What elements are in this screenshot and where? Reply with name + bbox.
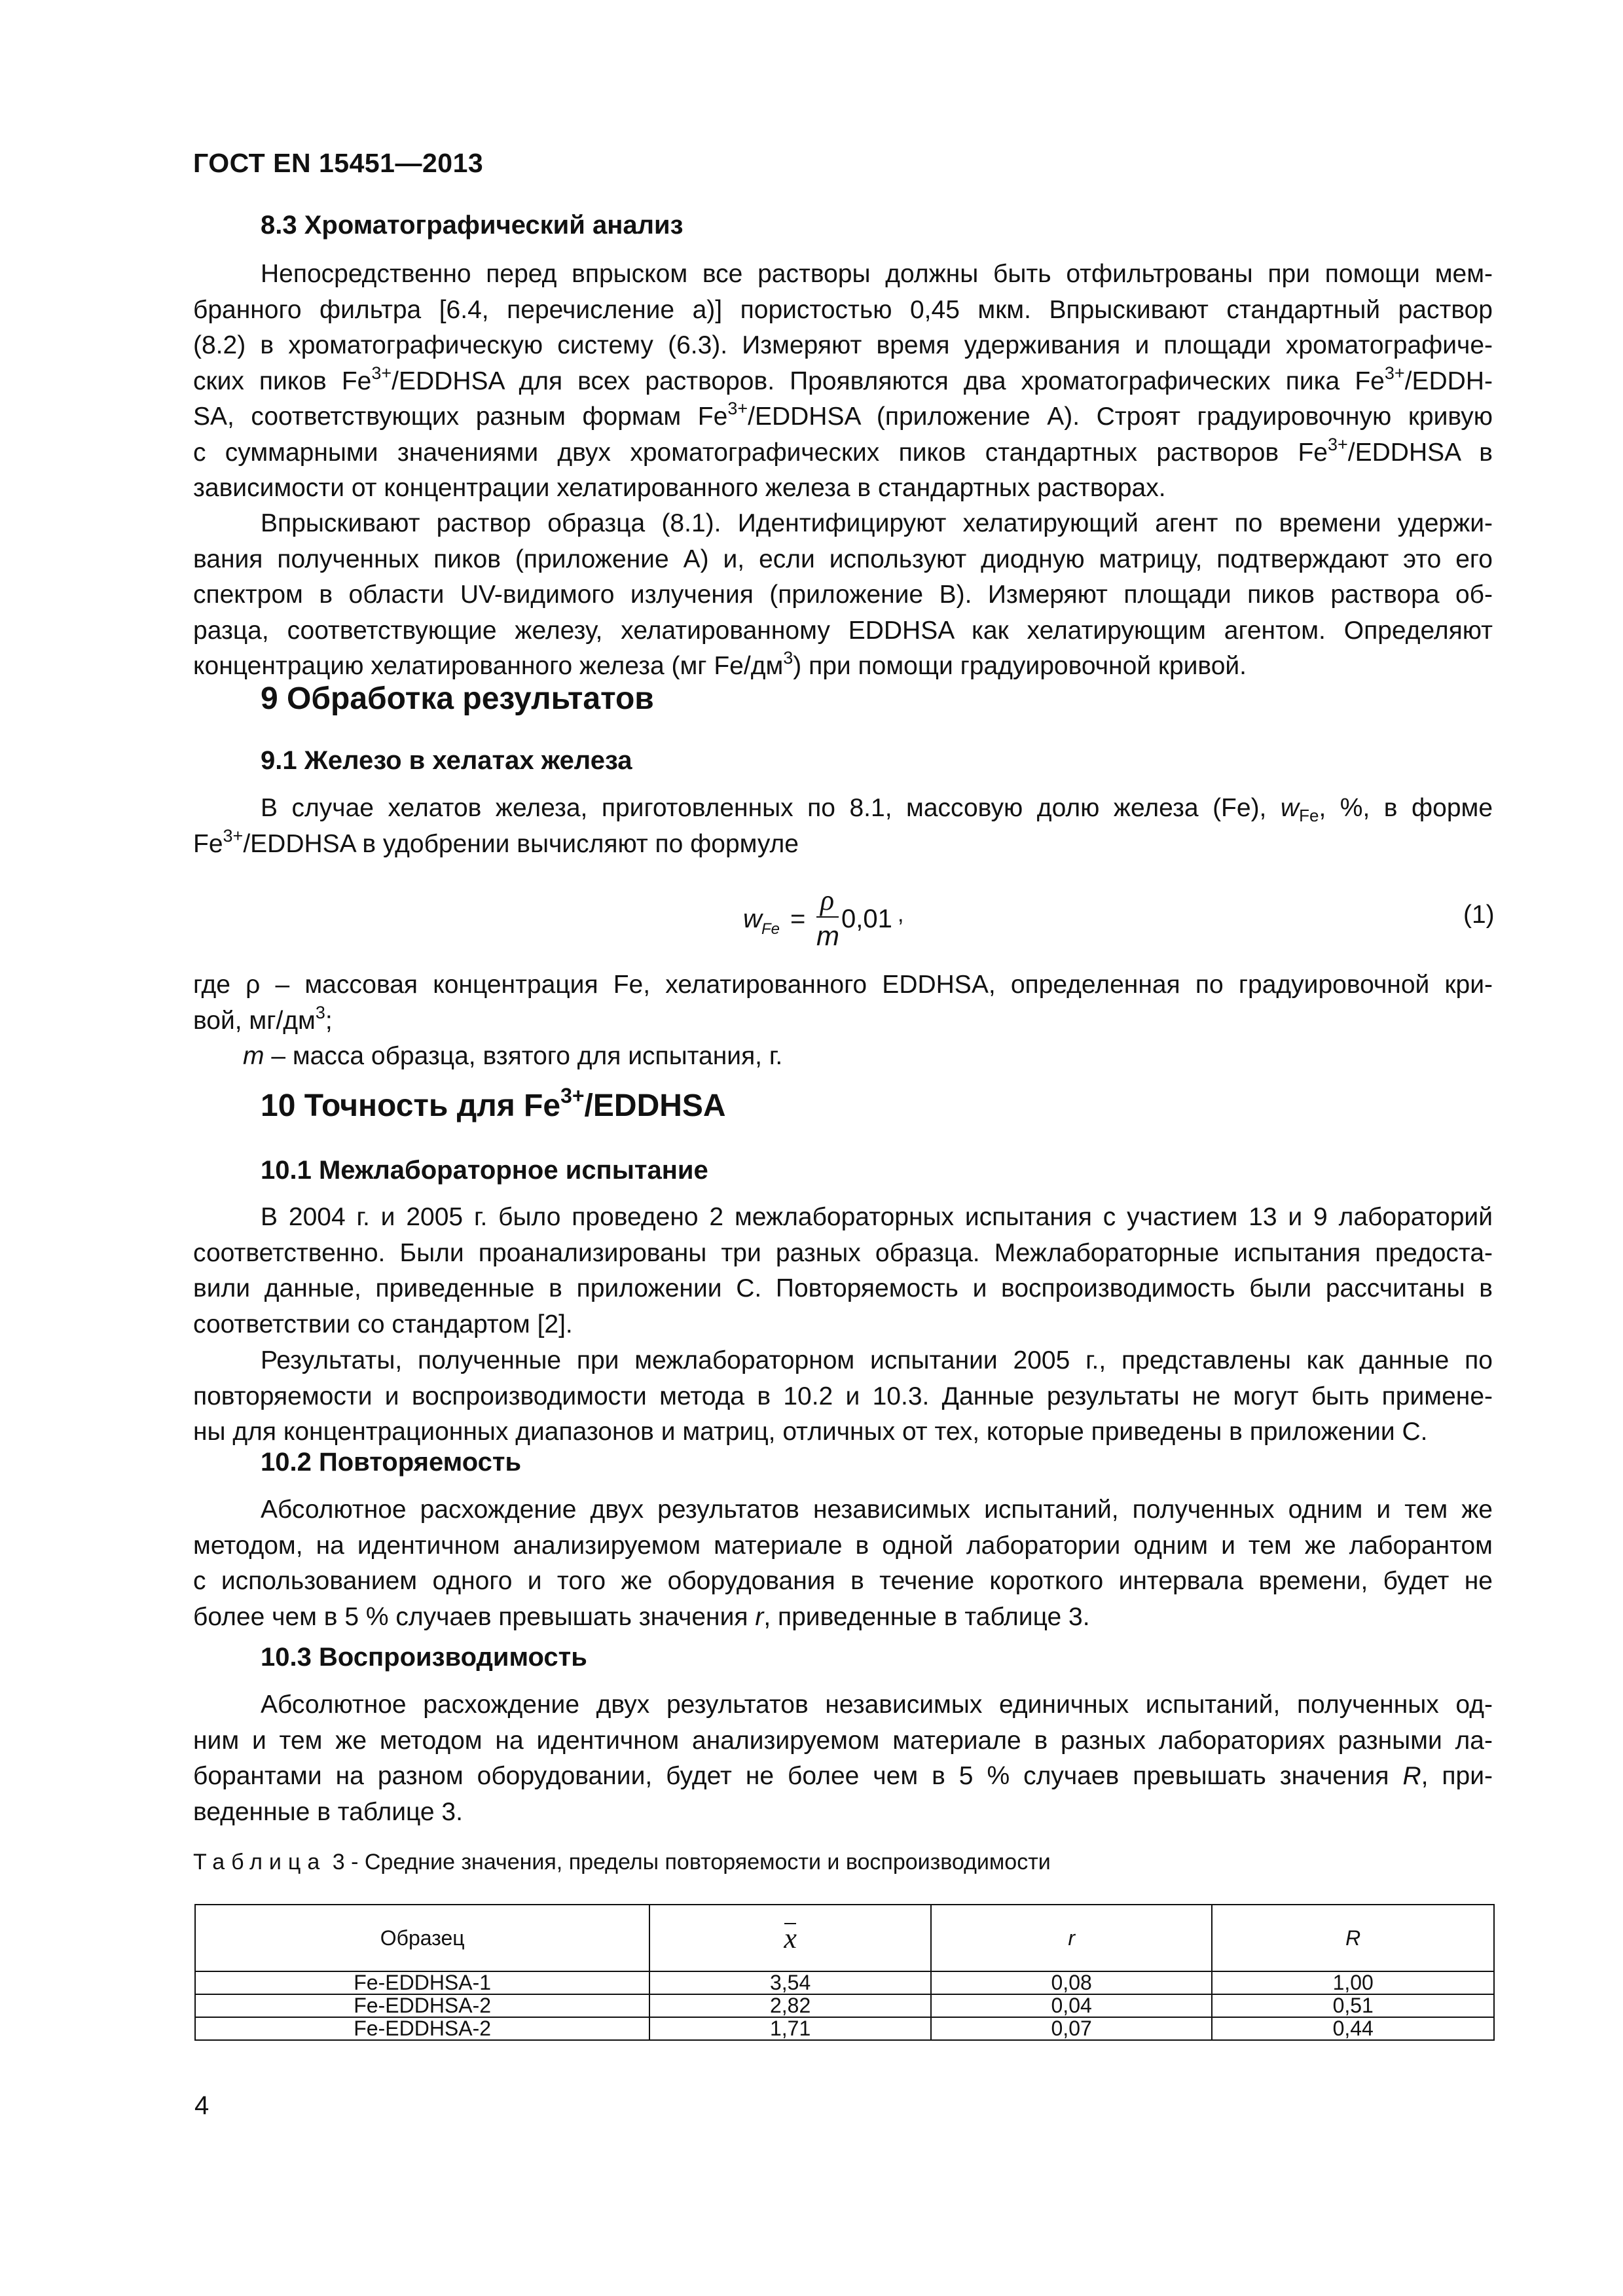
text-run: ;	[325, 1006, 333, 1035]
table-cell: 1,00	[1212, 1971, 1494, 1994]
section-10-2-paragraph	[193, 1492, 1493, 1635]
superscript: 3+	[727, 399, 748, 418]
text-run: /EDDHSA в	[1347, 438, 1493, 467]
text-run: Fe	[193, 829, 223, 858]
text-line: повторяемости и воспроизводимости метода в 10.2 и 10.3. Данные результаты не могут быть примене-	[193, 1382, 1493, 1410]
text-line: (8.2) в хроматографическую систему (6.3). Измеряют время удерживания и площади хроматографиче-	[193, 331, 1493, 359]
formula-lhs-subscript: Fe	[761, 920, 780, 938]
text-line	[193, 399, 1493, 435]
text-line: Абсолютное расхождение двух результатов независимых испытаний, полученных одним и тем же	[261, 1496, 1493, 1524]
caption-label: Таблица	[193, 1850, 327, 1874]
section-10-1-title: 10.1 Межлабораторное испытание	[261, 1156, 708, 1185]
formula-lhs: w	[743, 905, 762, 933]
text-run: /EDDHSA (приложение А). Строят градуировочную кривую	[748, 403, 1493, 431]
x-bar-symbol: x	[784, 1922, 797, 1954]
text-run: /EDDH-	[1404, 367, 1493, 395]
text-line	[193, 649, 1493, 685]
text-line: соответствии со стандартом [2].	[193, 1310, 573, 1338]
formula-comma: ,	[898, 902, 904, 927]
text-line: Впрыскивают раствор образца (8.1). Идентифицируют хелатирующий агент по времени удержи-	[261, 509, 1493, 537]
text-line: ны для концентрационных диапазонов и матриц, отличных от тех, которые приведены в приложении С.	[193, 1418, 1428, 1446]
text-run: , при-	[1421, 1762, 1493, 1790]
table-cell: 0,04	[931, 1994, 1213, 2017]
text-line	[193, 791, 1493, 827]
formula-explanation	[193, 967, 1493, 1075]
text-line: разца, соответствующие железу, хелатированному EDDHSA как хелатирующим агентом. Определяют	[193, 616, 1493, 645]
header-mean	[649, 1905, 931, 1971]
superscript: 3+	[371, 363, 392, 383]
caption-text: 3 - Средние значения, пределы повторяемости и воспроизводимости	[326, 1850, 1051, 1874]
superscript: 3+	[1327, 434, 1348, 454]
superscript: 3+	[560, 1084, 585, 1107]
text-run: с суммарными значениями двух хроматографических пиков стандартных растворов Fe	[193, 438, 1328, 467]
text-run: борантами на разном оборудовании, будет не более чем в 5 % случаев превышать значения	[193, 1762, 1403, 1790]
section-8-3-title: 8.3 Хроматографический анализ	[261, 211, 684, 240]
symbol-R: R	[1402, 1762, 1421, 1790]
table-cell: 0,44	[1212, 2017, 1494, 2040]
text-line: вили данные, приведенные в приложении С. Повторяемость и воспроизводимость были рассчитаны в	[193, 1274, 1493, 1302]
text-line: методом, на идентичном анализируемом материале в одной лаборатории одним и тем же лаборантом	[193, 1531, 1493, 1560]
superscript: 3+	[223, 825, 244, 846]
text-line	[193, 1600, 1493, 1636]
text-line: бранного фильтра [6.4, перечисление а)] пористостью 0,45 мкм. Впрыскивают стандартный раствор	[193, 295, 1493, 324]
table-cell: Fe-EDDHSA-2	[195, 1994, 649, 2017]
text-line: вания полученных пиков (приложение А) и, если используют диодную матрицу, подтверждают это его	[193, 545, 1493, 573]
text-run: /EDDHSA в удобрении вычисляют по формуле	[243, 829, 799, 858]
section-10-3-title: 10.3 Воспроизводимость	[261, 1643, 587, 1672]
superscript: 3	[783, 648, 793, 668]
table-3-caption	[193, 1850, 1051, 1875]
text-line	[193, 435, 1493, 471]
text-run: /EDDHSA	[584, 1088, 726, 1123]
formula-number: (1)	[1463, 901, 1495, 929]
section-8-3-paragraph-2	[193, 506, 1493, 685]
section-9-1-title: 9.1 Железо в хелатах железа	[261, 746, 632, 775]
table-cell: Fe-EDDHSA-1	[195, 1971, 649, 1994]
section-10-3-paragraph	[193, 1687, 1493, 1830]
superscript: 3+	[1384, 363, 1405, 383]
table-cell: Fe-EDDHSA-2	[195, 2017, 649, 2040]
text-line	[193, 1039, 1493, 1075]
superscript: 3	[315, 1002, 325, 1022]
text-line	[193, 364, 1493, 400]
section-8-3-paragraph-1	[193, 257, 1493, 507]
text-run: , %, в форме	[1319, 794, 1493, 822]
formula-1	[743, 884, 939, 960]
text-line: зависимости от концентрации хелатированного железа в стандартных растворах.	[193, 474, 1166, 502]
symbol-r: r	[755, 1602, 764, 1631]
fraction-bar	[816, 916, 839, 918]
formula-equals: =	[790, 905, 806, 933]
header-repeatability: r	[931, 1905, 1213, 1971]
text-run: – масса образца, взятого для испытания, г.	[264, 1042, 783, 1070]
text-line: соответственно. Были проанализированы три разных образца. Межлабораторные испытания предоста-	[193, 1238, 1493, 1267]
symbol-m: m	[243, 1042, 264, 1070]
subscript: Fe	[1299, 806, 1319, 825]
page-number: 4	[194, 2091, 210, 2120]
table-cell: 1,71	[649, 2017, 931, 2040]
text-line	[193, 827, 1493, 863]
formula-denominator: m	[816, 920, 839, 951]
table-row	[195, 1994, 1494, 2017]
table-cell: 2,82	[649, 1994, 931, 2017]
text-run: , приведенные в таблице 3.	[763, 1602, 1090, 1631]
text-run: /EDDHSA для всех растворов. Проявляются два хроматографических пика Fe	[392, 367, 1385, 395]
table-cell: 3,54	[649, 1971, 931, 1994]
text-run: ) при помощи градуировочной кривой.	[793, 652, 1247, 680]
text-run: В случае хелатов железа, приготовленных по 8.1, массовую долю железа (Fe),	[261, 794, 1281, 822]
text-line: спектром в области UV-видимого излучения (приложение В). Измеряют площади пиков раствора об-	[193, 581, 1493, 609]
section-9-1-paragraph	[193, 791, 1493, 862]
header-reproducibility: R	[1212, 1905, 1494, 1971]
table-row	[195, 2017, 1494, 2040]
text-line: где ρ – массовая концентрация Fe, хелатированного EDDHSA, определенная по градуировочной кри-	[193, 971, 1493, 999]
table-row	[195, 1971, 1494, 1994]
text-line	[193, 1759, 1493, 1795]
text-line: ним и тем же методом на идентичном анализируемом материале в разных лабораториях разными ла-	[193, 1726, 1493, 1755]
symbol-w: w	[1280, 794, 1300, 822]
text-run: SA, соответствующих разным формам Fe	[193, 403, 728, 431]
text-line: Результаты, полученные при межлабораторном испытании 2005 г., представлены как данные по	[261, 1346, 1493, 1374]
section-9-title: 9 Обработка результатов	[261, 681, 654, 716]
table-header-row	[195, 1905, 1494, 1971]
header-sample: Образец	[195, 1905, 649, 1971]
text-line	[193, 1003, 1493, 1039]
text-line: с использованием одного и того же оборудования в течение короткого интервала времени, будет не	[193, 1567, 1493, 1595]
section-10-title	[261, 1084, 726, 1124]
text-run: ских пиков Fe	[193, 367, 372, 395]
text-line: Непосредственно перед впрыском все растворы должны быть отфильтрованы при помощи мем-	[261, 260, 1493, 288]
text-run: концентрацию хелатированного железа (мг Fe/дм	[193, 652, 784, 680]
text-run: 10 Точность для Fe	[261, 1088, 561, 1123]
text-line: Абсолютное расхождение двух результатов независимых единичных испытаний, полученных од-	[261, 1691, 1493, 1719]
text-run: вой, мг/дм	[193, 1006, 316, 1035]
document-header: ГОСТ EN 15451—2013	[193, 148, 484, 178]
section-10-2-title: 10.2 Повторяемость	[261, 1448, 522, 1477]
text-line: В 2004 г. и 2005 г. было проведено 2 межлабораторных испытания с участием 13 и 9 лабораторий	[261, 1203, 1493, 1231]
table-cell: 0,51	[1212, 1994, 1494, 2017]
formula-numerator: ρ	[820, 884, 835, 916]
table-cell: 0,07	[931, 2017, 1213, 2040]
table-cell: 0,08	[931, 1971, 1213, 1994]
section-10-1-paragraph-2	[193, 1343, 1493, 1450]
section-10-1-paragraph-1	[193, 1200, 1493, 1342]
text-run: более чем в 5 % случаев превышать значения	[193, 1602, 756, 1631]
formula-factor: 0,01	[841, 905, 892, 933]
text-line: веденные в таблице 3.	[193, 1797, 463, 1826]
table-3	[194, 1904, 1495, 2041]
